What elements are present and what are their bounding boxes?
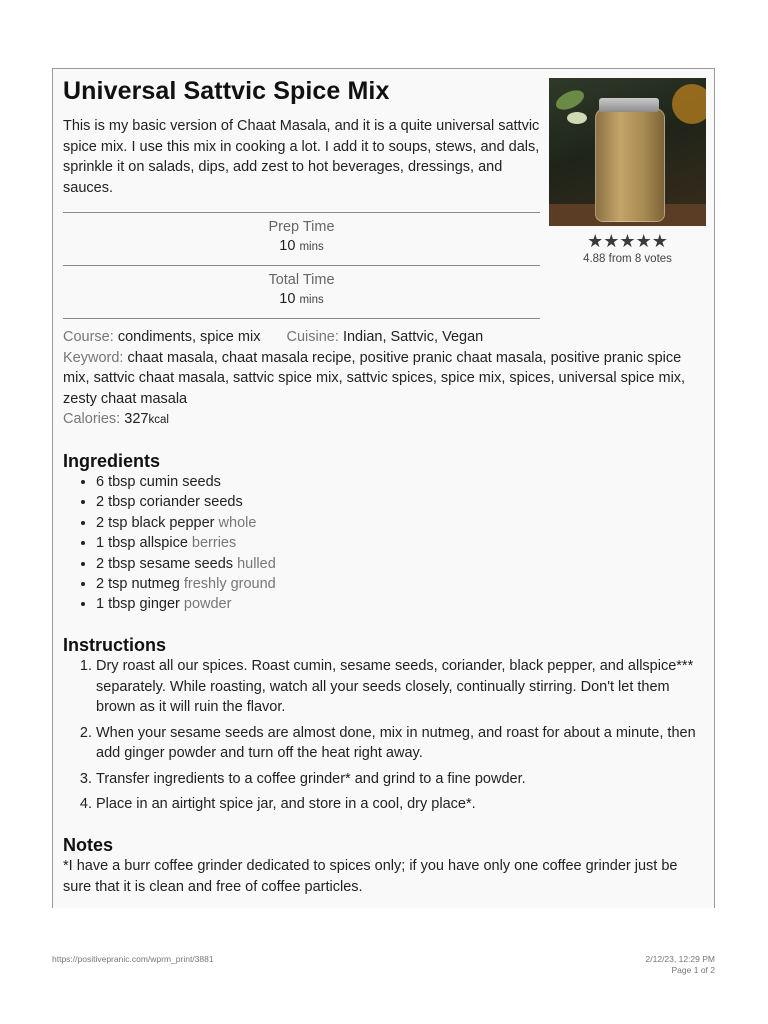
instruction-step: 2. When your sesame seeds are almost done, mix in nutmeg, and roast for about a minute, then add ginger powder and turn off the heat right away.	[96, 723, 706, 764]
ingredients-heading: Ingredients	[63, 451, 161, 471]
calories-value: 327	[124, 411, 149, 427]
calories-label: Calories:	[63, 411, 121, 427]
ingredient-item: • 2 tsp nutmeg freshly ground	[96, 574, 716, 594]
footer-url[interactable]: https://positivepranic.com/wprm_print/3881	[52, 954, 214, 964]
instruction-step: 1. Dry roast all our spices. Roast cumin, sesame seeds, coriander, black pepper, and allspice*** separately. While roasting, watch all your seeds closely, continually stirring. Don't let them brown as it will ruin the flavor.	[96, 656, 706, 718]
recipe-card	[52, 68, 715, 908]
notes-text: *I have a burr coffee grinder dedicated to spices only; if you have only one coffee grinder just be sure that it is clean and free of coffee particles.	[63, 858, 678, 895]
recipe-summary: This is my basic version of Chaat Masala, and it is a quite universal sattvic spice mix. I use this mix in cooking a lot. I add it to soups, stews, and dals, sprinkle it on salads, dips, add zest to hot beverages, dressings, and sauces.	[63, 118, 540, 196]
calories-unit: kcal	[148, 414, 169, 426]
instructions-heading: Instructions	[63, 635, 167, 655]
ingredients-list	[63, 472, 716, 615]
rating-stars-icon[interactable]: ★★★★★	[587, 231, 668, 251]
ingredient-item: • 2 tbsp sesame seeds hulled	[96, 554, 716, 574]
rating-votes: 4.88 from 8 votes	[583, 253, 672, 265]
recipe-meta	[63, 327, 693, 431]
instruction-step: 3. Transfer ingredients to a coffee grinder* and grind to a fine powder.	[96, 769, 706, 790]
prep-time-unit: mins	[299, 241, 324, 253]
instruction-step: 4. Place in an airtight spice jar, and store in a cool, dry place*.	[96, 794, 706, 815]
notes-heading: Notes	[63, 835, 114, 855]
recipe-title: Universal Sattvic Spice Mix	[63, 77, 390, 105]
recipe-photo	[549, 78, 706, 226]
instructions-list	[63, 656, 706, 820]
total-time-unit: mins	[299, 294, 324, 306]
total-time	[63, 265, 540, 319]
ingredient-item: • 2 tsp black pepper whole	[96, 513, 716, 533]
prep-time-value: 10	[279, 238, 296, 254]
footer-datetime: 2/12/23, 12:29 PM	[645, 954, 715, 964]
keyword-value: chaat masala, chaat masala recipe, positive pranic chaat masala, positive pranic spice mix, sattvic chaat masala, sattvic spice mix, sattvic spices, spice mix, spices, universal spice mix, zesty chaat masala	[63, 349, 686, 407]
recipe-times	[63, 212, 540, 319]
ingredient-item: • 2 tbsp coriander seeds	[96, 492, 716, 512]
ingredient-item: • 6 tbsp cumin seeds	[96, 472, 716, 492]
course-value: condiments, spice mix	[117, 329, 261, 345]
total-time-value: 10	[279, 291, 296, 307]
prep-time-label: Prep Time	[268, 219, 335, 235]
cuisine-label: Cuisine:	[286, 329, 339, 345]
prep-time	[63, 212, 540, 265]
course-cuisine-row	[63, 327, 693, 348]
calories-row	[63, 409, 693, 431]
ingredient-item: • 1 tbsp allspice berries	[96, 533, 716, 553]
keyword-label: Keyword:	[63, 349, 124, 366]
course-label: Course:	[63, 329, 114, 345]
keyword-row	[63, 348, 693, 410]
cuisine-value: Indian, Sattvic, Vegan	[342, 329, 484, 345]
ingredient-item: • 1 tbsp ginger powder	[96, 594, 716, 614]
footer-meta	[646, 954, 715, 976]
total-time-label: Total Time	[268, 272, 335, 288]
recipe-rating	[549, 231, 706, 265]
footer-page-number: Page 1 of 2	[671, 965, 715, 975]
